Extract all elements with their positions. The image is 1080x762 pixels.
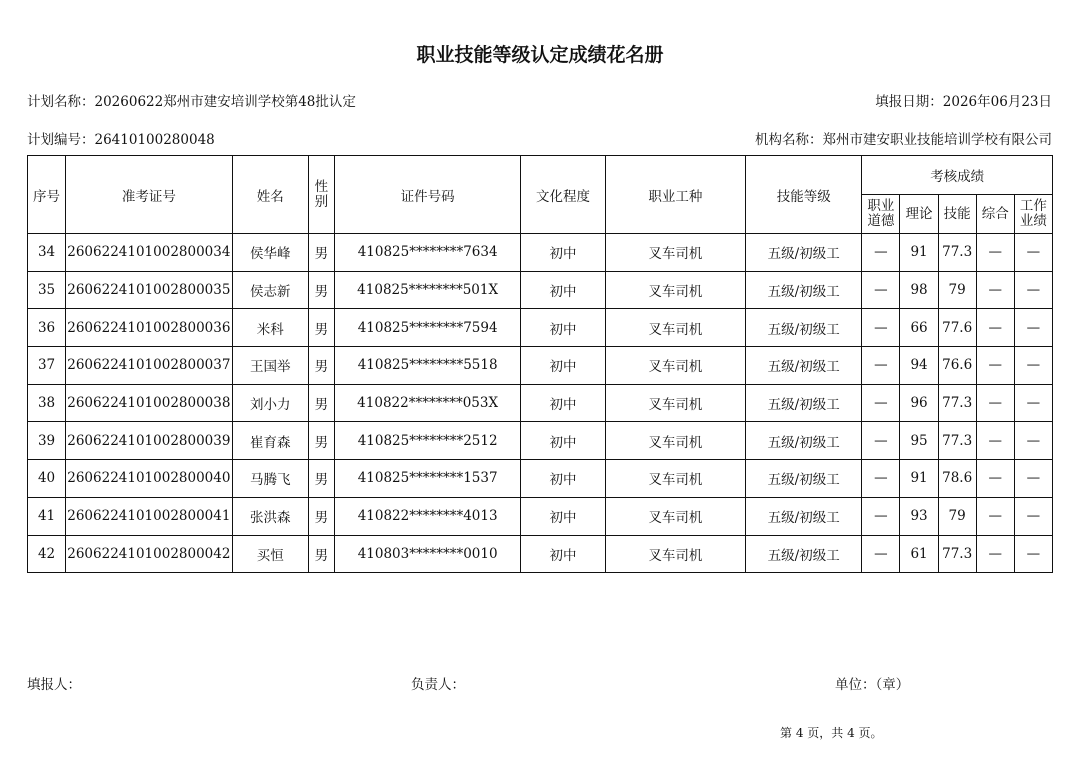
cell-theory: 98 bbox=[900, 271, 938, 309]
score-roster-table bbox=[27, 155, 1053, 573]
cell-name: 刘小力 bbox=[232, 384, 308, 422]
cell-work-performance: — bbox=[1014, 460, 1052, 498]
plan-number: 计划编号：26410100280048 bbox=[27, 132, 215, 148]
table-row bbox=[28, 460, 1053, 498]
cell-ethics: — bbox=[862, 535, 900, 573]
header-assessment-scores: 考核成绩 bbox=[862, 156, 1053, 195]
cell-skill: 77.6 bbox=[938, 309, 976, 347]
cell-skill: 76.6 bbox=[938, 347, 976, 385]
cell-name: 侯志新 bbox=[232, 271, 308, 309]
organization-name: 机构名称：郑州市建安职业技能培训学校有限公司 bbox=[755, 132, 1052, 148]
cell-skill: 77.3 bbox=[938, 384, 976, 422]
cell-occupation: 叉车司机 bbox=[605, 309, 745, 347]
cell-education: 初中 bbox=[521, 497, 605, 535]
header-work-performance: 工作业绩 bbox=[1014, 195, 1052, 234]
cell-skill-level: 五级/初级工 bbox=[746, 234, 862, 272]
header-skill: 技能 bbox=[938, 195, 976, 234]
cell-name: 买恒 bbox=[232, 535, 308, 573]
cell-theory: 96 bbox=[900, 384, 938, 422]
cell-work-performance: — bbox=[1014, 497, 1052, 535]
cell-seq: 36 bbox=[28, 309, 66, 347]
cell-theory: 91 bbox=[900, 234, 938, 272]
cell-overall: — bbox=[976, 422, 1014, 460]
cell-name: 张洪森 bbox=[232, 497, 308, 535]
cell-ethics: — bbox=[862, 497, 900, 535]
cell-id-number: 410822********4013 bbox=[334, 497, 521, 535]
manager-label: 负责人： bbox=[411, 677, 465, 693]
cell-education: 初中 bbox=[521, 309, 605, 347]
cell-ethics: — bbox=[862, 234, 900, 272]
plan-name: 计划名称：20260622郑州市建安培训学校第48批认定 bbox=[27, 94, 356, 110]
document-title: 职业技能等级认定成绩花名册 bbox=[416, 44, 664, 66]
cell-occupation: 叉车司机 bbox=[605, 460, 745, 498]
header-theory: 理论 bbox=[900, 195, 938, 234]
table-row bbox=[28, 347, 1053, 385]
cell-name: 马腾飞 bbox=[232, 460, 308, 498]
table-row bbox=[28, 497, 1053, 535]
cell-skill: 79 bbox=[938, 497, 976, 535]
cell-overall: — bbox=[976, 309, 1014, 347]
cell-skill: 79 bbox=[938, 271, 976, 309]
cell-seq: 38 bbox=[28, 384, 66, 422]
header-ticket-number: 准考证号 bbox=[66, 156, 232, 234]
cell-gender: 男 bbox=[308, 309, 334, 347]
cell-theory: 61 bbox=[900, 535, 938, 573]
cell-gender: 男 bbox=[308, 271, 334, 309]
cell-ticket-number: 2606224101002800040 bbox=[66, 460, 232, 498]
cell-ticket-number: 2606224101002800039 bbox=[66, 422, 232, 460]
table-row bbox=[28, 422, 1053, 460]
cell-overall: — bbox=[976, 535, 1014, 573]
cell-education: 初中 bbox=[521, 347, 605, 385]
cell-gender: 男 bbox=[308, 422, 334, 460]
cell-overall: — bbox=[976, 497, 1014, 535]
cell-education: 初中 bbox=[521, 384, 605, 422]
header-overall: 综合 bbox=[976, 195, 1014, 234]
page-number: 第 4 页，共 4 页。 bbox=[780, 726, 883, 740]
cell-id-number: 410825********2512 bbox=[334, 422, 521, 460]
cell-id-number: 410822********053X bbox=[334, 384, 521, 422]
cell-work-performance: — bbox=[1014, 234, 1052, 272]
header-ethics: 职业道德 bbox=[862, 195, 900, 234]
table-row bbox=[28, 234, 1053, 272]
cell-ethics: — bbox=[862, 271, 900, 309]
cell-skill: 77.3 bbox=[938, 422, 976, 460]
cell-occupation: 叉车司机 bbox=[605, 384, 745, 422]
cell-skill-level: 五级/初级工 bbox=[746, 422, 862, 460]
filler-label: 填报人： bbox=[27, 677, 81, 693]
header-skill-level: 技能等级 bbox=[746, 156, 862, 234]
cell-occupation: 叉车司机 bbox=[605, 234, 745, 272]
cell-seq: 40 bbox=[28, 460, 66, 498]
header-gender: 性别 bbox=[308, 156, 334, 234]
cell-education: 初中 bbox=[521, 234, 605, 272]
header-seq: 序号 bbox=[28, 156, 66, 234]
cell-id-number: 410825********7594 bbox=[334, 309, 521, 347]
cell-name: 崔育森 bbox=[232, 422, 308, 460]
cell-seq: 34 bbox=[28, 234, 66, 272]
cell-seq: 42 bbox=[28, 535, 66, 573]
table-row bbox=[28, 309, 1053, 347]
cell-theory: 94 bbox=[900, 347, 938, 385]
cell-occupation: 叉车司机 bbox=[605, 535, 745, 573]
cell-gender: 男 bbox=[308, 460, 334, 498]
cell-theory: 66 bbox=[900, 309, 938, 347]
cell-gender: 男 bbox=[308, 347, 334, 385]
cell-ticket-number: 2606224101002800035 bbox=[66, 271, 232, 309]
cell-ticket-number: 2606224101002800034 bbox=[66, 234, 232, 272]
cell-id-number: 410825********1537 bbox=[334, 460, 521, 498]
table-row bbox=[28, 271, 1053, 309]
cell-skill-level: 五级/初级工 bbox=[746, 497, 862, 535]
cell-education: 初中 bbox=[521, 460, 605, 498]
cell-work-performance: — bbox=[1014, 271, 1052, 309]
cell-skill: 77.3 bbox=[938, 234, 976, 272]
cell-seq: 39 bbox=[28, 422, 66, 460]
cell-name: 米科 bbox=[232, 309, 308, 347]
cell-education: 初中 bbox=[521, 271, 605, 309]
cell-seq: 37 bbox=[28, 347, 66, 385]
cell-ticket-number: 2606224101002800038 bbox=[66, 384, 232, 422]
header-occupation: 职业工种 bbox=[605, 156, 745, 234]
cell-overall: — bbox=[976, 271, 1014, 309]
cell-occupation: 叉车司机 bbox=[605, 271, 745, 309]
cell-occupation: 叉车司机 bbox=[605, 497, 745, 535]
cell-theory: 91 bbox=[900, 460, 938, 498]
cell-occupation: 叉车司机 bbox=[605, 422, 745, 460]
cell-ethics: — bbox=[862, 384, 900, 422]
cell-work-performance: — bbox=[1014, 384, 1052, 422]
table-row bbox=[28, 384, 1053, 422]
cell-ethics: — bbox=[862, 460, 900, 498]
cell-education: 初中 bbox=[521, 422, 605, 460]
cell-work-performance: — bbox=[1014, 422, 1052, 460]
cell-seq: 35 bbox=[28, 271, 66, 309]
cell-ticket-number: 2606224101002800036 bbox=[66, 309, 232, 347]
cell-gender: 男 bbox=[308, 535, 334, 573]
cell-id-number: 410825********5518 bbox=[334, 347, 521, 385]
fill-date: 填报日期：2026年06月23日 bbox=[875, 94, 1052, 110]
cell-skill: 78.6 bbox=[938, 460, 976, 498]
cell-name: 王国举 bbox=[232, 347, 308, 385]
cell-work-performance: — bbox=[1014, 309, 1052, 347]
cell-overall: — bbox=[976, 234, 1014, 272]
cell-skill-level: 五级/初级工 bbox=[746, 347, 862, 385]
cell-skill-level: 五级/初级工 bbox=[746, 384, 862, 422]
cell-education: 初中 bbox=[521, 535, 605, 573]
cell-ethics: — bbox=[862, 309, 900, 347]
header-education: 文化程度 bbox=[521, 156, 605, 234]
cell-seq: 41 bbox=[28, 497, 66, 535]
cell-gender: 男 bbox=[308, 234, 334, 272]
cell-skill: 77.3 bbox=[938, 535, 976, 573]
table-row bbox=[28, 535, 1053, 573]
header-name: 姓名 bbox=[232, 156, 308, 234]
cell-ticket-number: 2606224101002800042 bbox=[66, 535, 232, 573]
cell-id-number: 410803********0010 bbox=[334, 535, 521, 573]
cell-ticket-number: 2606224101002800037 bbox=[66, 347, 232, 385]
cell-skill-level: 五级/初级工 bbox=[746, 460, 862, 498]
cell-ethics: — bbox=[862, 422, 900, 460]
cell-gender: 男 bbox=[308, 497, 334, 535]
cell-skill-level: 五级/初级工 bbox=[746, 271, 862, 309]
cell-work-performance: — bbox=[1014, 535, 1052, 573]
cell-ethics: — bbox=[862, 347, 900, 385]
cell-work-performance: — bbox=[1014, 347, 1052, 385]
cell-skill-level: 五级/初级工 bbox=[746, 309, 862, 347]
cell-name: 侯华峰 bbox=[232, 234, 308, 272]
cell-id-number: 410825********501X bbox=[334, 271, 521, 309]
cell-ticket-number: 2606224101002800041 bbox=[66, 497, 232, 535]
cell-theory: 95 bbox=[900, 422, 938, 460]
cell-overall: — bbox=[976, 384, 1014, 422]
cell-id-number: 410825********7634 bbox=[334, 234, 521, 272]
cell-overall: — bbox=[976, 347, 1014, 385]
cell-occupation: 叉车司机 bbox=[605, 347, 745, 385]
cell-theory: 93 bbox=[900, 497, 938, 535]
unit-seal-label: 单位：（章） bbox=[835, 677, 910, 693]
cell-gender: 男 bbox=[308, 384, 334, 422]
cell-overall: — bbox=[976, 460, 1014, 498]
header-id-number: 证件号码 bbox=[334, 156, 521, 234]
cell-skill-level: 五级/初级工 bbox=[746, 535, 862, 573]
